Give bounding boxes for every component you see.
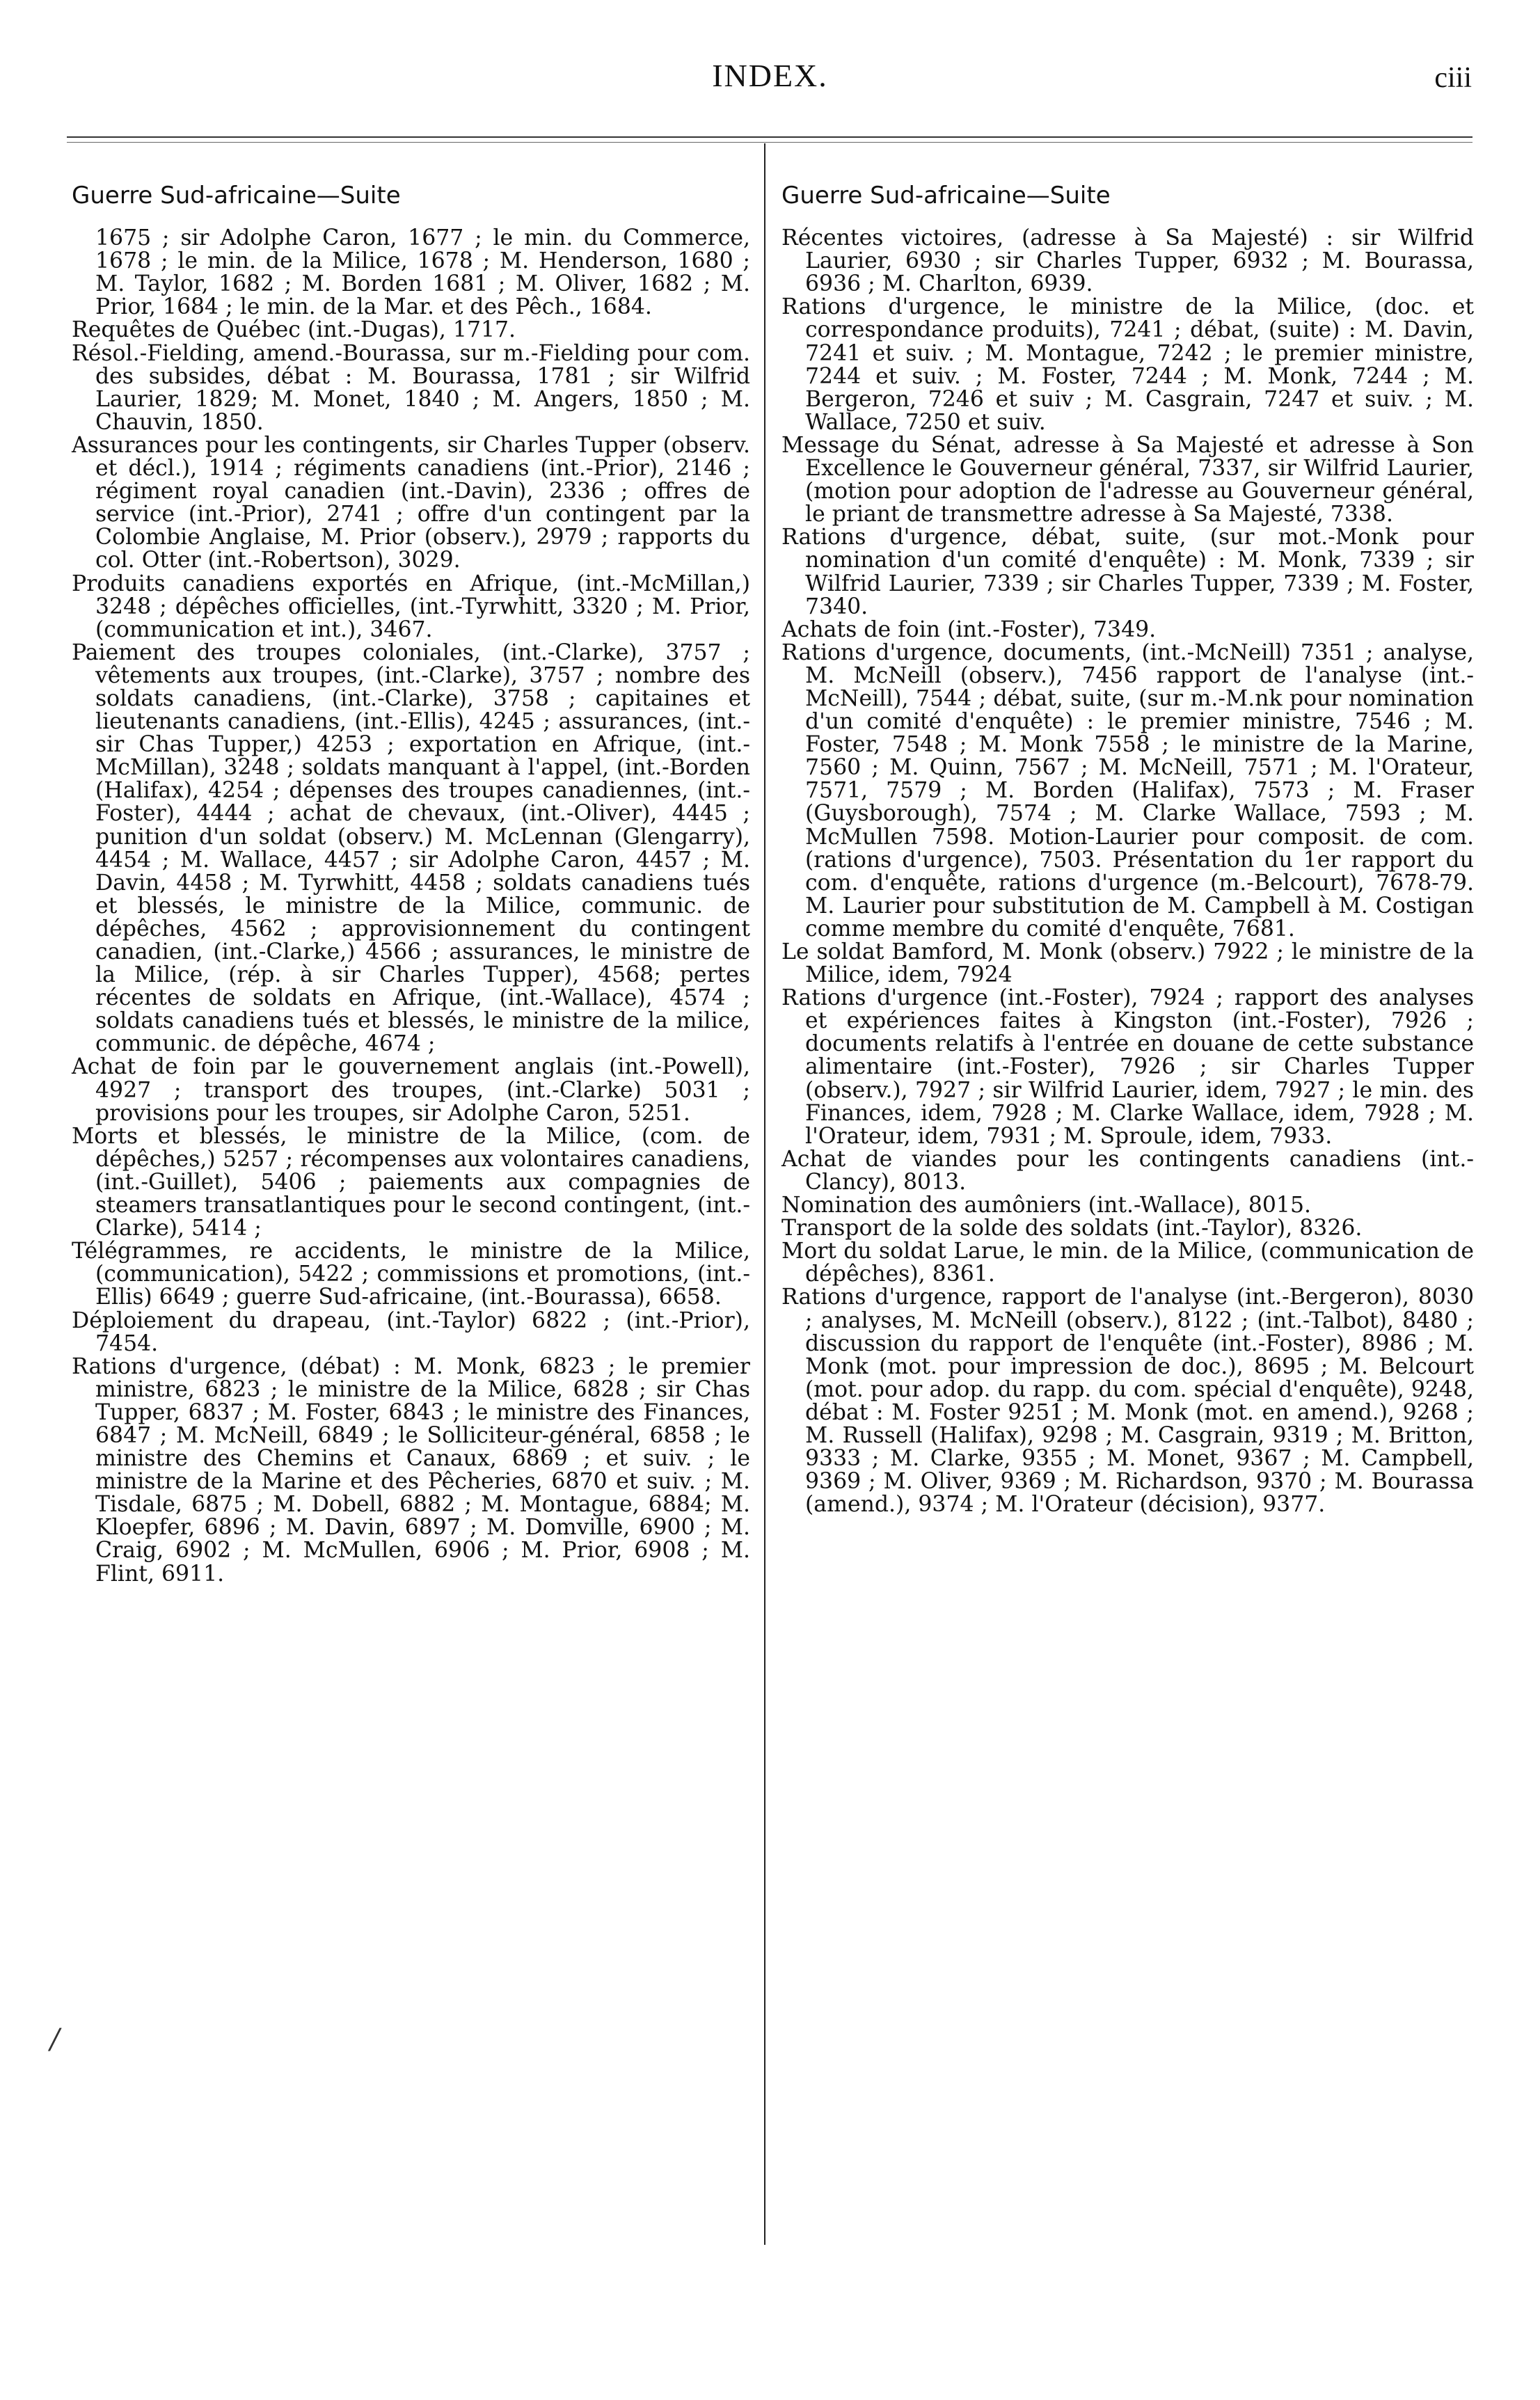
index-entry: Nomination des aumôniers (int.-Wallace), 8015. (781, 1193, 1312, 1218)
index-entry: Achat de foin par le gouvernement anglais (int.-Powell), 4927 ; transport des troupes, (int.-Clarke) 5031 ; provisions pour les troupes, sir Adolphe Caron, 5251. (72, 1054, 750, 1126)
left-column-heading: Guerre Sud-africaine—Suite (72, 182, 401, 209)
index-entry: Morts et blessés, le ministre de la Milice, (com. de dépêches,) 5257 ; récompenses aux volontaires canadiens, (int.-Guillet), 5406 ; paiements aux compagnies de steamers transatlantiques pour le second contingent, (int.-Clarke), 5414 ; (72, 1123, 750, 1241)
header-rule-secondary (67, 142, 1472, 143)
index-entry: Assurances pour les contingents, sir Charles Tupper (observ. et décl.), 1914 ; régiments canadiens (int.-Prior), 2146 ; régiment royal canadien (int.-Davin), 2336 ; offres de service (int.-Prior), 2741 ; offre d'un contingent par la Colombie Anglaise, M. Prior (observ.), 2979 ; rapports du col. Otter (int.-Robertson), 3029. (72, 432, 750, 573)
index-entry: Déploiement du drapeau, (int.-Taylor) 6822 ; (int.-Prior), 7454. (72, 1308, 750, 1356)
index-entry: Transport de la solde des soldats (int.-Taylor), 8326. (781, 1216, 1363, 1241)
index-entry: Télégrammes, re accidents, le ministre de la Milice, (communication), 5422 ; commissions et promotions, (int.-Ellis) 6649 ; guerre Sud-africaine, (int.-Bourassa), 6658. (72, 1239, 750, 1310)
index-entry: Rations d'urgence, le ministre de la Milice, (doc. et correspondance produits), 7241 ; débat, (suite) : M. Davin, 7241 et suiv. ; M. Montague, 7242 ; le premier ministre, 7244 et suiv. ; M. Foster, 7244 ; M. Monk, 7244 ; M. Bergeron, 7246 et suiv ; M. Casgrain, 7247 et suiv. ; M. Wallace, 7250 et suiv. (781, 294, 1474, 435)
margin-pencil-mark: / (50, 2024, 60, 2056)
right-column (781, 184, 1474, 1516)
index-entry: Rations d'urgence, documents, (int.-McNeill) 7351 ; analyse, M. McNeill (observ.), 7456 rapport de l'analyse (int.-McNeill), 7544 ; débat, suite, (sur m.-M.nk pour nomination d'un comité d'enquête) : le premier ministre, 7546 ; M. Foster, 7548 ; M. Monk 7558 ; le ministre de la Marine, 7560 ; M. Quinn, 7567 ; M. McNeill, 7571 ; M. l'Orateur, 7571, 7579 ; M. Borden (Halifax), 7573 ; M. Fraser (Guysborough), 7574 ; M. Clarke Wallace, 7593 ; M. McMullen 7598. Motion-Laurier pour composit. de com. (rations d'urgence), 7503. Présentation du 1er rapport du com. d'enquête, rations d'urgence (m.-Belcourt), 7678-79. M. Laurier pour substitution de M. Campbell à M. Costigan comme membre du comité d'enquête, 7681. (781, 639, 1474, 941)
index-entry: Rations d'urgence, débat, suite, (sur mot.-Monk pour nomination d'un comité d'enquête) : M. Monk, 7339 ; sir Wilfrid Laurier, 7339 ; sir Charles Tupper, 7339 ; M. Foster, 7340. (781, 525, 1474, 619)
index-entry: Résol.-Fielding, amend.-Bourassa, sur m.-Fielding pour com. des subsides, débat : M. Bourassa, 1781 ; sir Wilfrid Laurier, 1829; M. Monet, 1840 ; M. Angers, 1850 ; M. Chauvin, 1850. (72, 340, 750, 435)
index-entry: Achat de viandes pour les contingents canadiens (int.-Clancy), 8013. (781, 1146, 1474, 1195)
index-entry: Rations d'urgence, (débat) : M. Monk, 6823 ; le premier ministre, 6823 ; le ministre de la Milice, 6828 ; sir Chas Tupper, 6837 ; M. Foster, 6843 ; le ministre des Finances, 6847 ; M. McNeill, 6849 ; le Solliciteur-général, 6858 ; le ministre des Chemins et Canaux, 6869 ; et suiv. ; le ministre de la Marine et des Pêcheries, 6870 et suiv. ; M. Tisdale, 6875 ; M. Dobell, 6882 ; M. Montague, 6884; M. Kloepfer, 6896 ; M. Davin, 6897 ; M. Domville, 6900 ; M. Craig, 6902 ; M. McMullen, 6906 ; M. Prior, 6908 ; M. Flint, 6911. (72, 1353, 750, 1587)
index-entry: Rations d'urgence (int.-Foster), 7924 ; rapport des analyses et expériences faites à Kingston (int.-Foster), 7926 ; documents relatifs à l'entrée en douane de cette substance alimentaire (int.-Foster), 7926 ; sir Charles Tupper (observ.), 7927 ; sir Wilfrid Laurier, idem, 7927 ; le min. des Finances, idem, 7928 ; M. Clarke Wallace, idem, 7928 ; M. l'Orateur, idem, 7931 ; M. Sproule, idem, 7933. (781, 985, 1474, 1149)
index-entry: Paiement des troupes coloniales, (int.-Clarke), 3757 ; vêtements aux troupes, (int.-Clarke), 3757 ; nombre des soldats canadiens, (int.-Clarke), 3758 ; capitaines et lieutenants canadiens, (int.-Ellis), 4245 ; assurances, (int.-sir Chas Tupper,) 4253 ; exportation en Afrique, (int.-McMillan), 3248 ; soldats manquant à l'appel, (int.-Borden (Halifax), 4254 ; dépenses des troupes canadiennes, (int.-Foster), 4444 ; achat de chevaux, (int.-Oliver), 4445 ; punition d'un soldat (observ.) M. McLennan (Glengarry), 4454 ; M. Wallace, 4457 ; sir Adolphe Caron, 4457 ; M. Davin, 4458 ; M. Tyrwhitt, 4458 ; soldats canadiens tués et blessés, le ministre de la Milice, communic. de dépêches, 4562 ; approvisionnement du contingent canadien, (int.-Clarke,) 4566 ; assurances, le ministre de la Milice, (rép. à sir Charles Tupper), 4568; pertes récentes de soldats en Afrique, (int.-Wallace), 4574 ; soldats canadiens tués et blessés, le ministre de la milice, communic. de dépêche, 4674 ; (72, 639, 750, 1057)
right-column-heading: Guerre Sud-africaine—Suite (781, 182, 1111, 209)
index-entry: 1675 ; sir Adolphe Caron, 1677 ; le min. du Commerce, 1678 ; le min. de la Milice, 1678 ; M. Henderson, 1680 ; M. Taylor, 1682 ; M. Borden 1681 ; M. Oliver, 1682 ; M. Prior, 1684 ; le min. de la Mar. et des Pêch., 1684. (95, 225, 750, 320)
index-entry: Récentes victoires, (adresse à Sa Majesté) : sir Wilfrid Laurier, 6930 ; sir Charles Tupper, 6932 ; M. Bourassa, 6936 ; M. Charlton, 6939. (781, 225, 1474, 297)
index-entry: Message du Sénat, adresse à Sa Majesté et adresse à Son Excellence le Gouverneur général, 7337, sir Wilfrid Laurier, (motion pour adoption de l'adresse au Gouverneur général, le priant de transmettre adresse à Sa Majesté, 7338. (781, 432, 1474, 527)
index-entry: Requêtes de Québec (int.-Dugas), 1717. (72, 317, 516, 343)
column-divider (764, 143, 765, 2245)
index-entry: Rations d'urgence, rapport de l'analyse (int.-Bergeron), 8030 ; analyses, M. McNeill (observ.), 8122 ; (int.-Talbot), 8480 ; discussion du rapport de l'enquête (int.-Foster), 8986 ; M. Monk (mot. pour impression de doc.), 8695 ; M. Belcourt (mot. pour adop. du rapp. du com. spécial d'enquête), 9248, débat : M. Foster 9251 ; M. Monk (mot. en amend.), 9268 ; M. Russell (Halifax), 9298 ; M. Casgrain, 9319 ; M. Britton, 9333 ; M. Clarke, 9355 ; M. Monet, 9367 ; M. Campbell, 9369 ; M. Oliver, 9369 ; M. Richardson, 9370 ; M. Bourassa (amend.), 9374 ; M. l'Orateur (décision), 9377. (781, 1285, 1474, 1518)
index-entry: Achats de foin (int.-Foster), 7349. (781, 617, 1157, 642)
left-column (72, 184, 750, 1586)
page-number: ciii (1434, 62, 1472, 94)
page-title: INDEX. (712, 58, 828, 93)
header-rule (67, 136, 1472, 138)
index-entry: Le soldat Bamford, M. Monk (observ.) 7922 ; le ministre de la Milice, idem, 7924 (781, 939, 1474, 988)
index-entry: Mort du soldat Larue, le min. de la Milice, (communication de dépêches), 8361. (781, 1239, 1474, 1287)
index-entry: Produits canadiens exportés en Afrique, (int.-McMillan,) 3248 ; dépêches officielles, (int.-Tyrwhitt, 3320 ; M. Prior, (communication et int.), 3467. (72, 571, 750, 642)
